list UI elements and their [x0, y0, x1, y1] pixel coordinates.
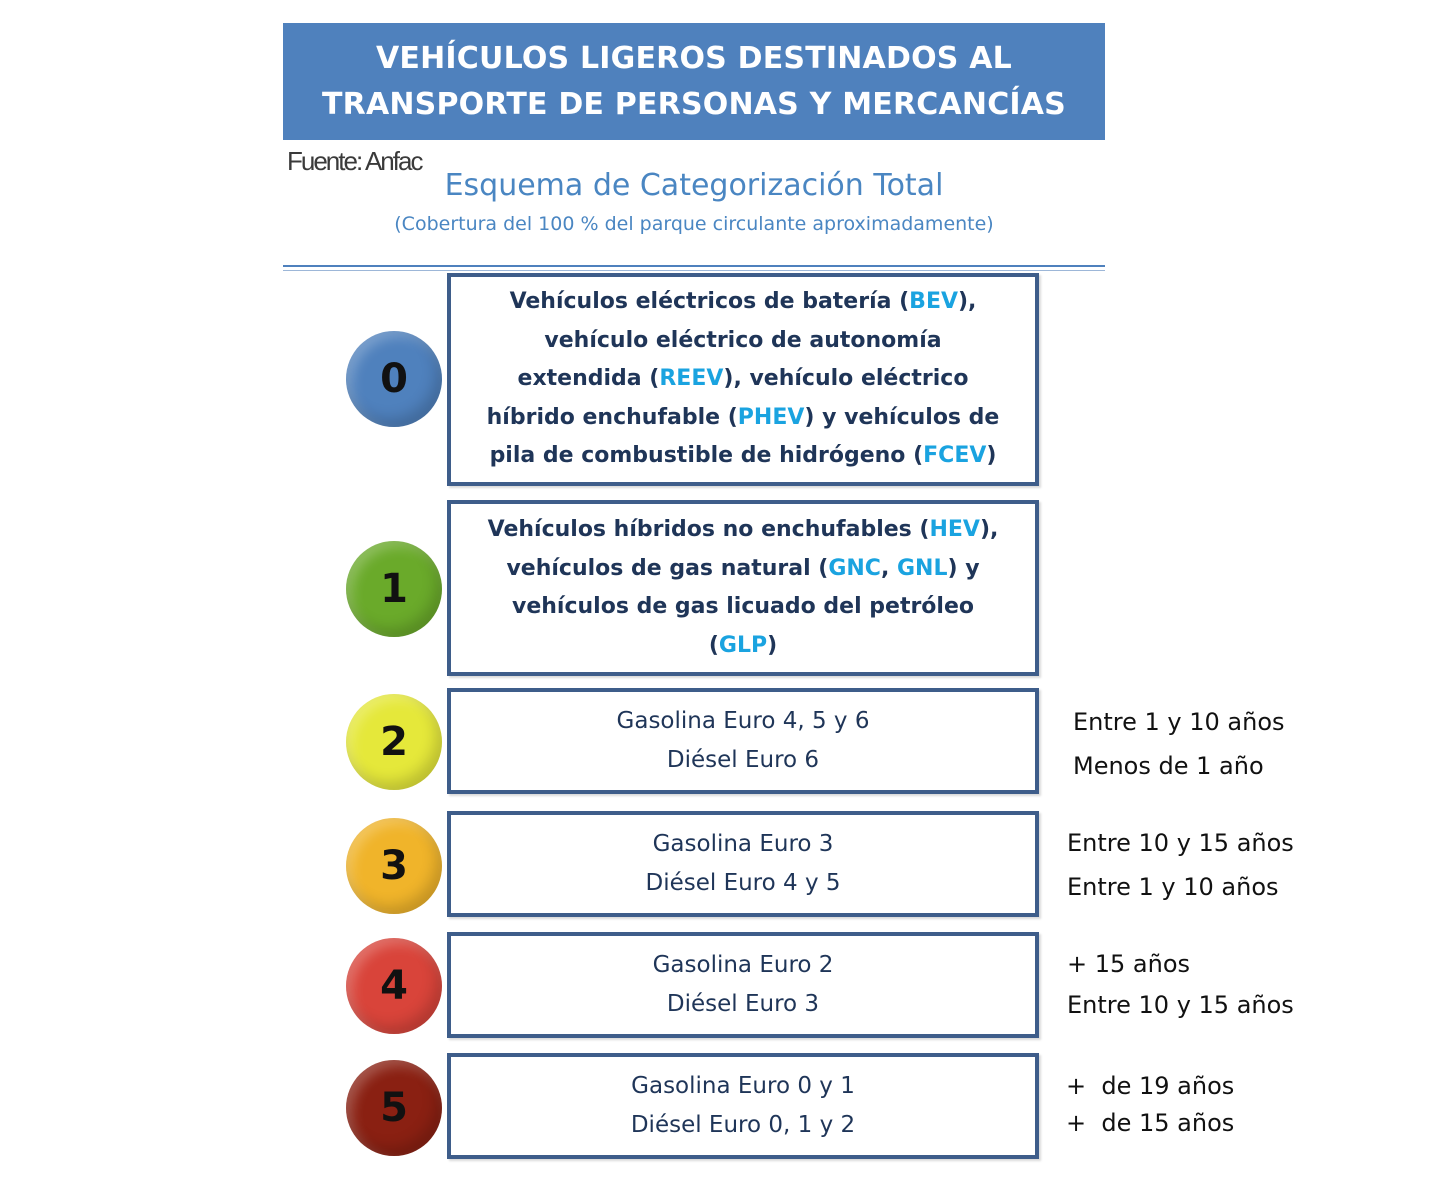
category-0-line-3: extendida (REEV), vehículo eléctrico — [517, 366, 969, 392]
title-banner — [283, 23, 1105, 140]
category-4-diesel: Diésel Euro 3 — [666, 991, 820, 1017]
category-1-line-3: vehículos de gas licuado del petróleo — [512, 594, 974, 619]
category-3-box — [447, 811, 1039, 917]
category-2-diesel: Diésel Euro 6 — [666, 747, 820, 773]
category-1-number: 1 — [380, 566, 408, 612]
category-5-box — [447, 1053, 1039, 1159]
category-4-number: 4 — [380, 963, 408, 1009]
category-0-line-2: vehículo eléctrico de autonomía — [544, 327, 942, 353]
category-1-line-4: (GLP) — [708, 632, 778, 658]
category-2-note-2: Menos de 1 año — [1073, 752, 1264, 780]
category-1-line-2: vehículos de gas natural (GNC, GNL) y — [506, 555, 980, 581]
category-3-number: 3 — [380, 843, 408, 889]
category-2-number: 2 — [380, 719, 408, 765]
category-4-note-1: + 15 años — [1067, 950, 1191, 978]
category-5-note-2: + de 15 años — [1066, 1109, 1235, 1137]
category-5-diesel: Diésel Euro 0, 1 y 2 — [630, 1112, 856, 1138]
category-2-badge — [346, 694, 442, 790]
category-1-line-1: Vehículos híbridos no enchufables (HEV), — [487, 517, 999, 542]
category-4-gasoline: Gasolina Euro 2 — [652, 952, 834, 978]
source-label: Fuente: Anfac — [287, 146, 422, 176]
category-1-box — [447, 500, 1039, 676]
title-line-1: VEHÍCULOS LIGEROS DESTINADOS AL — [376, 40, 1012, 76]
category-0-line-5: pila de combustible de hidrógeno (FCEV) — [489, 443, 997, 469]
category-3-badge — [346, 818, 442, 914]
category-5-badge — [346, 1060, 442, 1156]
category-5-number: 5 — [380, 1085, 408, 1131]
category-0-number: 0 — [380, 356, 408, 402]
category-5-note-1: + de 19 años — [1066, 1072, 1235, 1100]
category-0-line-4: híbrido enchufable (PHEV) y vehículos de — [486, 404, 1000, 430]
category-1-badge — [346, 541, 442, 637]
category-0-badge — [346, 331, 442, 427]
category-5-gasoline: Gasolina Euro 0 y 1 — [631, 1073, 855, 1099]
scheme-title: Esquema de Categorización Total — [444, 168, 944, 203]
category-3-note-2: Entre 1 y 10 años — [1067, 873, 1279, 901]
category-2-note-1: Entre 1 y 10 años — [1073, 708, 1285, 736]
category-3-diesel: Diésel Euro 4 y 5 — [645, 870, 841, 896]
scheme-note: (Cobertura del 100 % del parque circulante aproximadamente) — [394, 213, 994, 235]
divider-secondary — [283, 270, 1105, 271]
category-0-line-1: Vehículos eléctricos de batería (BEV), — [509, 289, 977, 315]
category-2-box — [447, 688, 1039, 794]
category-3-gasoline: Gasolina Euro 3 — [652, 831, 834, 857]
category-4-box — [447, 932, 1039, 1038]
category-4-note-2: Entre 10 y 15 años — [1067, 991, 1294, 1019]
divider — [283, 265, 1105, 267]
title-line-2: TRANSPORTE DE PERSONAS Y MERCANCÍAS — [321, 86, 1066, 122]
category-0-box — [447, 273, 1039, 486]
category-2-gasoline: Gasolina Euro 4, 5 y 6 — [616, 708, 870, 734]
category-4-badge — [346, 938, 442, 1034]
category-3-note-1: Entre 10 y 15 años — [1067, 829, 1294, 857]
